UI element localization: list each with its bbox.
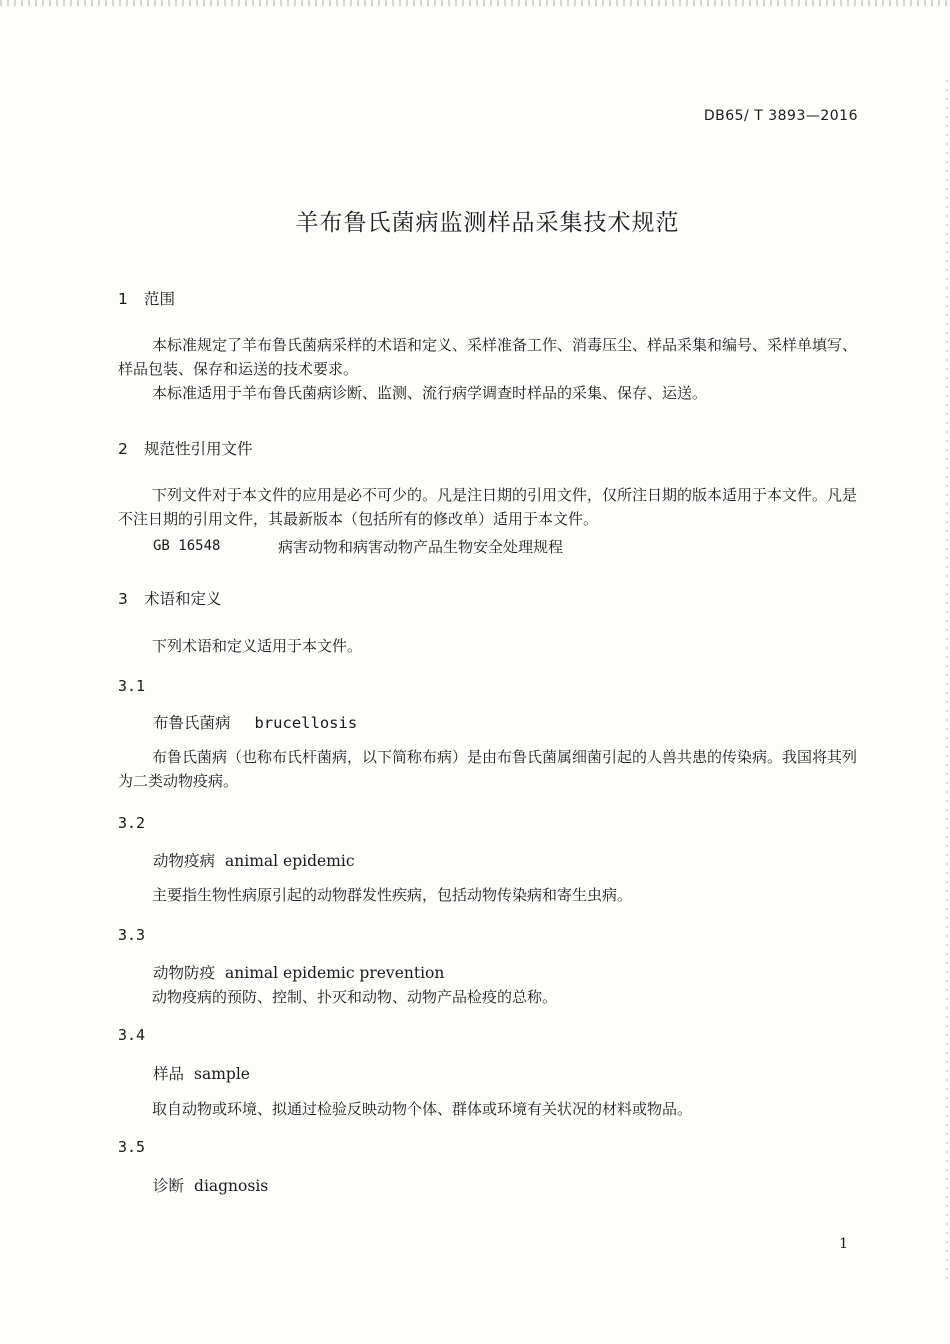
- term-english: sample: [194, 1065, 250, 1083]
- term-heading: [153, 1174, 268, 1196]
- term-number: 3.2: [118, 814, 146, 832]
- section-title: 范围: [144, 290, 176, 308]
- term-number: 3.1: [118, 677, 146, 695]
- section-title: 规范性引用文件: [144, 440, 253, 458]
- section-2-heading: [118, 437, 253, 459]
- document-code: DB65/ T 3893—2016: [703, 108, 858, 124]
- reference-code: GB 16548: [153, 538, 221, 554]
- paragraph-text: 下列文件对于本文件的应用是必不可少的。凡是注日期的引用文件，仅所注日期的版本适用于本文件。凡是不注日期的引用文件，其最新版本（包括所有的修改单）适用于本文件。: [118, 486, 858, 528]
- term-definition: [118, 883, 863, 907]
- section-1-paragraph-1: [118, 333, 863, 381]
- term-chinese: 动物疫病: [153, 852, 216, 870]
- section-3-heading: [118, 587, 222, 609]
- scan-edge-top: [0, 0, 950, 6]
- paragraph-text: 本标准适用于羊布鲁氏菌病诊断、监测、流行病学调查时样品的采集、保存、运送。: [152, 384, 708, 402]
- section-number: 1: [118, 290, 128, 308]
- section-title: 术语和定义: [144, 590, 222, 608]
- term-chinese: 动物防疫: [153, 964, 216, 982]
- term-chinese: 样品: [153, 1065, 185, 1083]
- term-chinese: 诊断: [153, 1177, 185, 1195]
- term-heading: [153, 711, 357, 733]
- section-2-paragraph-1: [118, 483, 863, 531]
- scan-edge-right: [946, 80, 948, 1280]
- term-heading: [153, 849, 355, 871]
- term-definition: [118, 1097, 863, 1121]
- term-definition: [118, 985, 863, 1009]
- definition-text: 动物疫病的预防、控制、扑灭和动物、动物产品检疫的总称。: [152, 988, 558, 1006]
- term-english: animal epidemic: [225, 852, 355, 870]
- term-english: diagnosis: [194, 1177, 269, 1195]
- document-title: 羊布鲁氏菌病监测样品采集技术规范: [295, 210, 680, 236]
- definition-text: 布鲁氏菌病（也称布氏杆菌病，以下简称布病）是由布鲁氏菌属细菌引起的人兽共患的传染病。我国将其列为二类动物疫病。: [118, 748, 858, 790]
- term-chinese: 布鲁氏菌病: [153, 714, 231, 732]
- section-1-paragraph-2: [118, 381, 863, 405]
- term-heading: [153, 1062, 250, 1084]
- term-number: 3.3: [118, 926, 146, 944]
- section-3-paragraph-1: [118, 634, 863, 658]
- term-heading: [153, 961, 444, 983]
- section-number: 2: [118, 440, 128, 458]
- term-english: brucellosis: [254, 714, 358, 732]
- reference-title: 病害动物和病害动物产品生物安全处理规程: [278, 538, 564, 556]
- term-number: 3.4: [118, 1026, 146, 1044]
- term-number: 3.5: [118, 1138, 146, 1156]
- term-english: animal epidemic prevention: [225, 964, 445, 982]
- paragraph-text: 本标准规定了羊布鲁氏菌病采样的术语和定义、采样准备工作、消毒压尘、样品采集和编号、采样单填写、样品包装、保存和运送的技术要求。: [118, 336, 858, 378]
- section-1-heading: [118, 287, 175, 309]
- definition-text: 取自动物或环境、拟通过检验反映动物个体、群体或环境有关状况的材料或物品。: [152, 1100, 693, 1118]
- paragraph-text: 下列术语和定义适用于本文件。: [152, 637, 363, 655]
- definition-text: 主要指生物性病原引起的动物群发性疾病，包括动物传染病和寄生虫病。: [152, 886, 633, 904]
- term-definition: [118, 745, 863, 793]
- page-number: 1: [839, 1236, 848, 1252]
- section-number: 3: [118, 590, 128, 608]
